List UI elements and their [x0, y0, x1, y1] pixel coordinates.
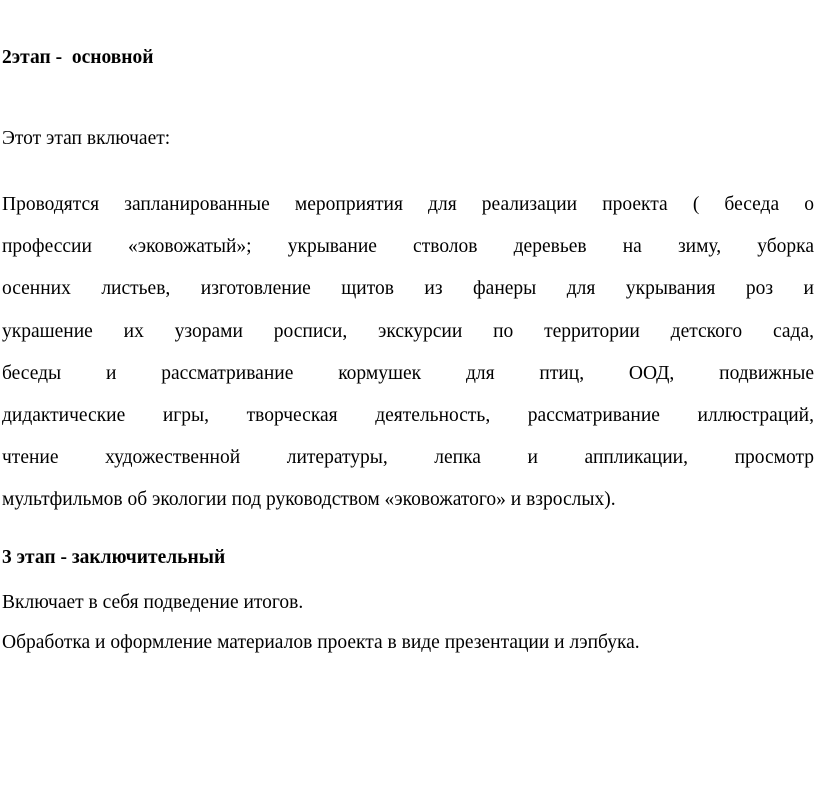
stage-2-intro: Этот этап включает: — [2, 128, 171, 149]
stage-3-heading: 3 этап - заключительный — [2, 547, 226, 568]
paragraph-line: Проводятся запланированные мероприятия для реализации проекта ( беседа о — [2, 194, 814, 215]
stage-3-line: Включает в себя подведение итогов. — [2, 592, 304, 613]
paragraph-line: профессии «эковожатый»; укрывание стволов деревьев на зиму, уборка — [2, 236, 814, 257]
paragraph-line: украшение их узорами росписи, экскурсии по территории детского сада, — [2, 321, 814, 342]
paragraph-line: чтение художественной литературы, лепка и аппликации, просмотр — [2, 447, 814, 468]
stage-3-line: Обработка и оформление материалов проекта в виде презентации и лэпбука. — [2, 632, 640, 653]
paragraph-line: дидактические игры, творческая деятельность, рассматривание иллюстраций, — [2, 405, 814, 426]
paragraph-line: беседы и рассматривание кормушек для птиц, ООД, подвижные — [2, 363, 814, 384]
paragraph-line: мультфильмов об экологии под руководством «эковожатого» и взрослых). — [2, 489, 616, 510]
paragraph-line: осенних листьев, изготовление щитов из фанеры для укрывания роз и — [2, 278, 814, 299]
stage-2-heading: 2этап - основной — [2, 47, 154, 68]
